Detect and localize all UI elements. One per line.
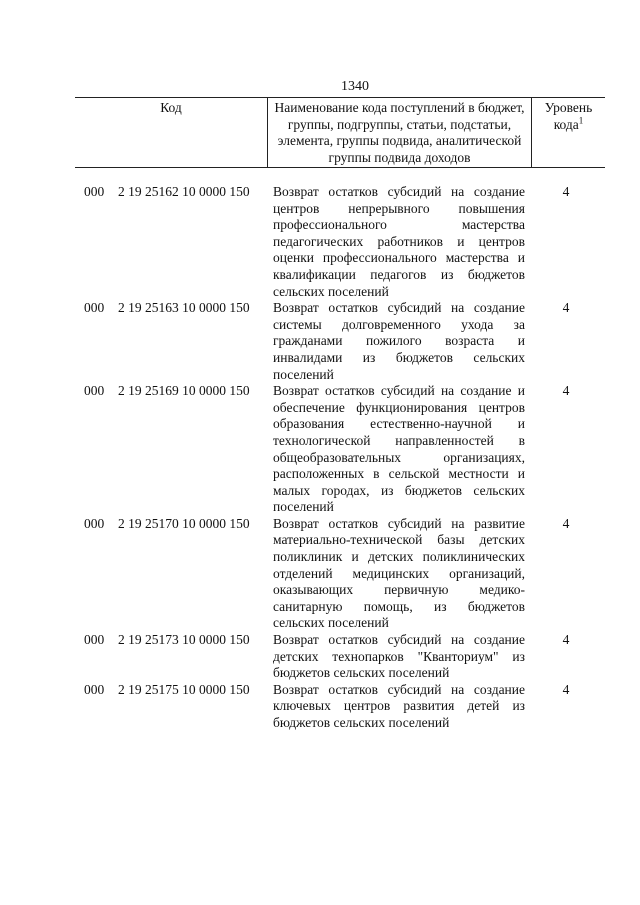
table-row	[75, 632, 605, 682]
table-row	[75, 516, 605, 632]
page-number: 1340	[341, 79, 369, 94]
row-prefix: 000	[84, 515, 105, 531]
row-name: Возврат остатков субсидий на развитие материально-технической базы детских поликлиник и детских поликлинических отделений медицинских организаций, оказывающих первичную медико-санитарную помощь, из бюджетов сельских поселений	[273, 515, 525, 631]
row-prefix: 000	[84, 681, 105, 697]
row-prefix: 000	[84, 632, 105, 648]
row-prefix: 000	[84, 300, 105, 316]
header-code: Код	[75, 98, 268, 167]
row-code: 2 19 25170 10 0000 150	[118, 515, 250, 531]
row-name: Возврат остатков субсидий на создание ключевых центров развития детей из бюджетов сельских поселений	[273, 681, 525, 730]
row-prefix: 000	[84, 184, 105, 199]
row-prefix: 000	[84, 383, 105, 399]
table-row	[75, 300, 605, 383]
row-level: 4	[562, 300, 570, 316]
table-row	[75, 682, 605, 732]
table-row	[75, 383, 605, 516]
row-code: 2 19 25173 10 0000 150	[118, 632, 250, 648]
row-level: 4	[562, 383, 570, 399]
row-name: Возврат остатков субсидий на создание центров непрерывного повышения профессионального мастерства педагогических работников и центров оценки профессионального мастерства и квалификации педагогов из бюджетов сельских поселений	[273, 184, 525, 299]
table-row	[75, 184, 605, 300]
row-level: 4	[562, 515, 570, 531]
table-header	[75, 97, 605, 168]
row-code: 2 19 25163 10 0000 150	[118, 300, 250, 316]
header-level	[532, 98, 605, 167]
row-code: 2 19 25175 10 0000 150	[118, 681, 250, 697]
header-level-label: Уровень кода	[544, 100, 593, 132]
header-name: Наименование кода поступлений в бюджет, группы, подгруппы, статьи, подстатьи, элемента, группы подвида, аналитической группы подвида доходов	[268, 98, 532, 167]
row-level: 4	[562, 184, 570, 199]
row-code: 2 19 25169 10 0000 150	[118, 383, 250, 399]
row-level: 4	[562, 681, 570, 697]
row-name: Возврат остатков субсидий на создание системы долговременного ухода за гражданами пожилого возраста и инвалидами из бюджетов сельских поселений	[273, 300, 525, 382]
row-code: 2 19 25162 10 0000 150	[118, 184, 250, 199]
row-name: Возврат остатков субсидий на создание детских технопарков "Кванториум" из бюджетов сельских поселений	[273, 632, 525, 681]
row-name: Возврат остатков субсидий на создание и обеспечение функционирования центров образования естественно-научной и технологической направленностей в общеобразовательных организациях, расположенных в сельской местности и малых городах, из бюджетов сельских поселений	[273, 383, 525, 515]
row-level: 4	[562, 632, 570, 648]
header-level-footnote: 1	[578, 115, 584, 125]
table-body	[75, 184, 605, 732]
